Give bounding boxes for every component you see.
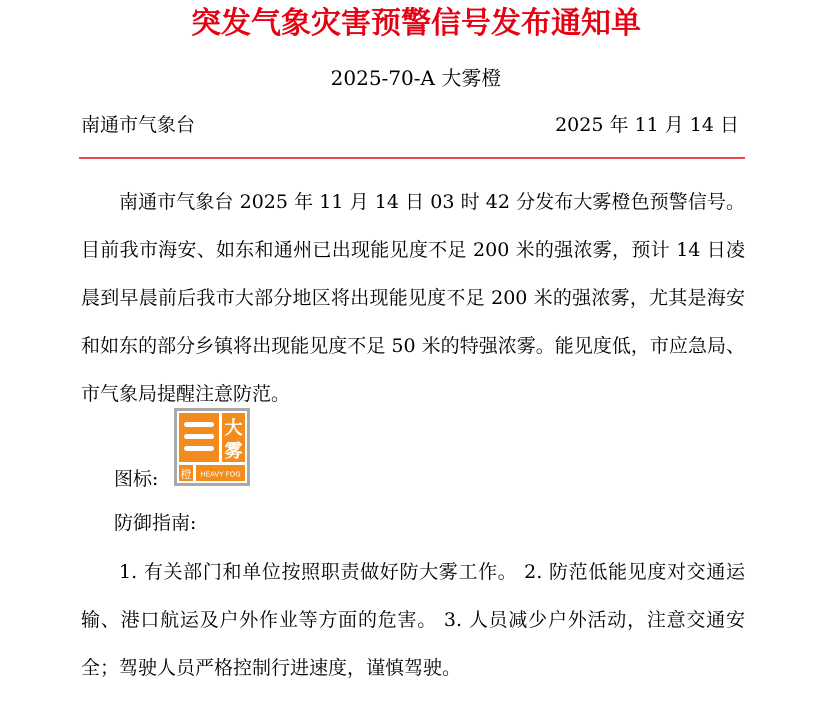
issuer: 南通市气象台	[81, 114, 196, 136]
icon-char-da: 大	[224, 418, 243, 439]
page-title: 突发气象灾害预警信号发布通知单	[191, 6, 641, 41]
icon-char-cheng: 橙	[180, 468, 192, 481]
icon-english-label: HEAVY FOG	[200, 470, 241, 479]
icon-label: 图标:	[114, 468, 159, 490]
issuer-row	[81, 110, 745, 140]
red-divider	[79, 157, 745, 159]
guide-heading: 防御指南:	[114, 512, 197, 534]
document-number: 2025-70-A 大雾橙	[330, 66, 502, 90]
notice-body: 南通市气象台 2025 年 11 月 14 日 03 时 42 分发布大雾橙色预警信号。目前我市海安、如东和通州已出现能见度不足 200 米的强浓雾，预计 14 日凌晨到早晨前后我市大部分地区将出现能见度不足 200 米的强浓雾，尤其是海安和如东的部分乡镇将出现能见度不足 50 米的特强浓雾。能见度低，市应急局、市气象局提醒注意防范。	[81, 191, 745, 405]
issue-date: 2025 年 11 月 14 日	[555, 114, 739, 136]
guide-text: 1. 有关部门和单位按照职责做好防大雾工作。 2. 防范低能见度对交通运输、港口航运及户外作业等方面的危害。 3. 人员减少户外活动，注意交通安全；驾驶人员严格控制行进速度，谨慎驾驶。	[81, 561, 745, 679]
icon-char-wu: 雾	[224, 441, 243, 462]
icon-row	[114, 408, 414, 488]
heavy-fog-warning-icon	[174, 408, 250, 486]
